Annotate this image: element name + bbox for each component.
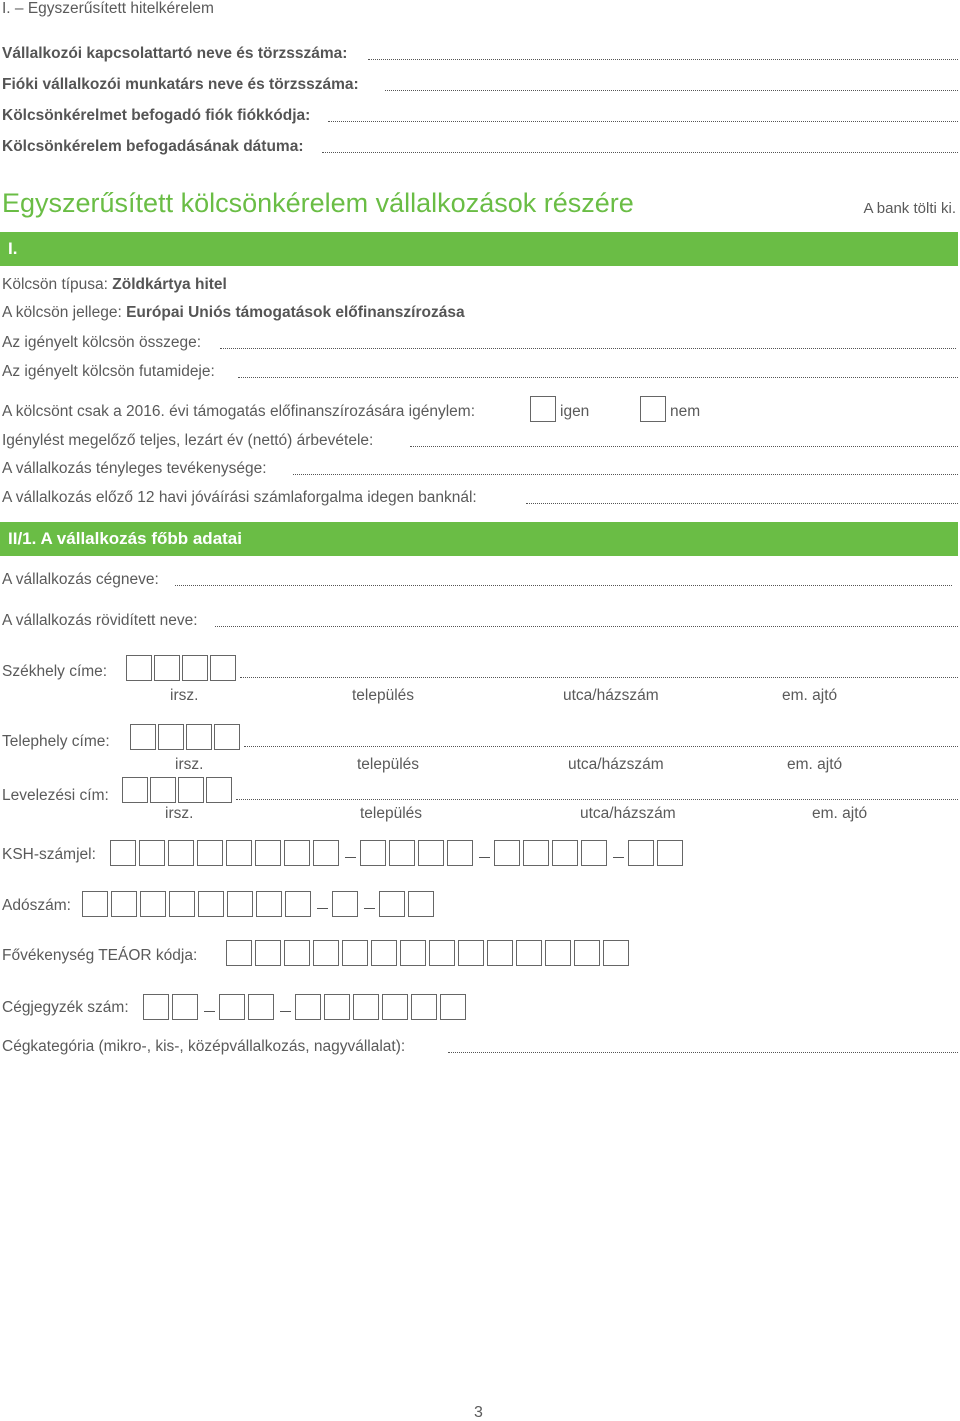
tax-separator-dash	[317, 908, 328, 909]
registry-digit-box[interactable]	[411, 994, 437, 1020]
company-name-field[interactable]	[175, 585, 952, 586]
loan-type-value: Zöldkártya hitel	[112, 276, 227, 293]
revenue-field[interactable]	[410, 446, 958, 447]
mail-label: Levelezési cím:	[2, 787, 109, 804]
section-2-band	[0, 522, 958, 556]
main-title: Egyszerűsített kölcsönkérelem vállalkozások részére	[2, 188, 634, 218]
seat-label: Székhely címe:	[2, 663, 108, 680]
site-zip-box[interactable]	[158, 724, 184, 750]
registry-digit-box[interactable]	[295, 994, 321, 1020]
ksh-digit-box[interactable]	[197, 840, 223, 866]
section-1-label: I.	[8, 239, 18, 258]
bank-note: A bank tölti ki.	[863, 200, 956, 217]
mail-floor-caption: em. ajtó	[812, 805, 868, 822]
registry-digit-box[interactable]	[382, 994, 408, 1020]
seat-address-field[interactable]	[240, 677, 958, 678]
ksh-digit-box[interactable]	[418, 840, 444, 866]
teaor-digit-box[interactable]	[342, 940, 368, 966]
ksh-digit-box[interactable]	[139, 840, 165, 866]
ksh-digit-box[interactable]	[657, 840, 683, 866]
site-label: Telephely címe:	[2, 733, 110, 750]
teaor-digit-box[interactable]	[603, 940, 629, 966]
mail-zip-box[interactable]	[122, 777, 148, 803]
registry-digit-box[interactable]	[353, 994, 379, 1020]
ksh-digit-box[interactable]	[360, 840, 386, 866]
ksh-digit-box[interactable]	[110, 840, 136, 866]
registry-separator-dash	[204, 1011, 215, 1012]
ksh-digit-box[interactable]	[313, 840, 339, 866]
registry-digit-box[interactable]	[172, 994, 198, 1020]
seat-zip-box[interactable]	[126, 655, 152, 681]
mail-address-field[interactable]	[236, 799, 958, 800]
ksh-digit-box[interactable]	[494, 840, 520, 866]
registry-digit-box[interactable]	[324, 994, 350, 1020]
ksh-digit-box[interactable]	[389, 840, 415, 866]
tax-digit-box[interactable]	[285, 891, 311, 917]
tax-digit-box[interactable]	[408, 891, 434, 917]
category-label: Cégkategória (mikro-, kis-, középvállalkozás, nagyvállalat):	[2, 1038, 406, 1055]
tax-digit-box[interactable]	[227, 891, 253, 917]
registry-digit-box[interactable]	[143, 994, 169, 1020]
branch-staff-field[interactable]	[385, 90, 958, 91]
teaor-digit-box[interactable]	[574, 940, 600, 966]
teaor-digit-box[interactable]	[458, 940, 484, 966]
seat-zip-caption: irsz.	[170, 687, 199, 704]
seat-city-caption: település	[352, 687, 415, 704]
teaor-digit-box[interactable]	[371, 940, 397, 966]
site-street-caption: utca/házszám	[568, 756, 664, 773]
form-header-title: I. – Egyszerűsített hitelkérelem	[2, 0, 214, 17]
seat-zip-box[interactable]	[182, 655, 208, 681]
ksh-digit-box[interactable]	[628, 840, 654, 866]
branch-code-label: Kölcsönkérelmet befogadó fiók fiókkódja:	[2, 107, 311, 124]
contact-person-label: Vállalkozói kapcsolattartó neve és törzsszáma:	[2, 45, 348, 62]
seat-zip-box[interactable]	[210, 655, 236, 681]
registry-digit-box[interactable]	[248, 994, 274, 1020]
site-zip-box[interactable]	[214, 724, 240, 750]
site-zip-box[interactable]	[186, 724, 212, 750]
branch-code-field[interactable]	[328, 121, 958, 122]
loan-type-row	[2, 276, 227, 294]
ksh-separator-dash	[479, 857, 490, 858]
tax-label: Adószám:	[2, 897, 71, 914]
teaor-digit-box[interactable]	[400, 940, 426, 966]
ksh-digit-box[interactable]	[447, 840, 473, 866]
mail-street-caption: utca/házszám	[580, 805, 676, 822]
loan-type-label: Kölcsön típusa:	[2, 276, 108, 293]
short-name-label: A vállalkozás rövidített neve:	[2, 612, 198, 629]
tax-digit-box[interactable]	[198, 891, 224, 917]
ksh-digit-box[interactable]	[284, 840, 310, 866]
ksh-digit-box[interactable]	[255, 840, 281, 866]
tax-digit-box[interactable]	[82, 891, 108, 917]
loan-nature-label: A kölcsön jellege:	[2, 304, 122, 321]
registry-digit-box[interactable]	[219, 994, 245, 1020]
company-name-label: A vállalkozás cégneve:	[2, 571, 159, 588]
turnover-label: A vállalkozás előző 12 havi jóváírási számlaforgalma idegen banknál:	[2, 489, 477, 506]
mail-city-caption: település	[360, 805, 423, 822]
seat-zip-box[interactable]	[154, 655, 180, 681]
mail-zip-box[interactable]	[178, 777, 204, 803]
page-number: 3	[474, 1404, 483, 1421]
ksh-digit-box[interactable]	[168, 840, 194, 866]
revenue-label: Igénylést megelőző teljes, lezárt év (nettó) árbevétele:	[2, 432, 374, 449]
activity-field[interactable]	[293, 474, 958, 475]
tax-digit-box[interactable]	[256, 891, 282, 917]
ksh-digit-box[interactable]	[581, 840, 607, 866]
site-zip-box[interactable]	[130, 724, 156, 750]
short-name-field[interactable]	[215, 626, 958, 627]
teaor-digit-box[interactable]	[545, 940, 571, 966]
tax-separator-dash	[364, 908, 375, 909]
receipt-date-label: Kölcsönkérelem befogadásának dátuma:	[2, 138, 304, 155]
teaor-digit-box[interactable]	[313, 940, 339, 966]
ksh-label: KSH-számjel:	[2, 846, 96, 863]
tax-digit-box[interactable]	[332, 891, 358, 917]
teaor-label: Fővékenység TEÁOR kódja:	[2, 947, 198, 964]
ksh-digit-box[interactable]	[226, 840, 252, 866]
teaor-digit-box[interactable]	[487, 940, 513, 966]
teaor-digit-box[interactable]	[284, 940, 310, 966]
teaor-digit-box[interactable]	[255, 940, 281, 966]
ksh-digit-box[interactable]	[552, 840, 578, 866]
mail-zip-caption: irsz.	[165, 805, 194, 822]
site-city-caption: település	[357, 756, 420, 773]
branch-staff-label: Fióki vállalkozói munkatárs neve és törzsszáma:	[2, 76, 359, 93]
receipt-date-field[interactable]	[322, 152, 958, 153]
mail-zip-box[interactable]	[150, 777, 176, 803]
ksh-separator-dash	[345, 857, 356, 858]
loan-nature-value: Európai Uniós támogatások előfinanszírozása	[126, 304, 465, 321]
section-1-band	[0, 232, 958, 266]
reg-label: Cégjegyzék szám:	[2, 999, 129, 1016]
loan-term-label: Az igényelt kölcsön futamideje:	[2, 363, 215, 380]
seat-street-caption: utca/házszám	[563, 687, 659, 704]
loan-nature-row	[2, 304, 465, 322]
prefinance-yes-label: igen	[560, 403, 590, 420]
prefinance-question: A kölcsönt csak a 2016. évi támogatás előfinanszírozására igénylem:	[2, 403, 476, 420]
tax-digit-box[interactable]	[379, 891, 405, 917]
site-address-field[interactable]	[244, 746, 958, 747]
tax-digit-box[interactable]	[169, 891, 195, 917]
turnover-field[interactable]	[526, 503, 958, 504]
teaor-digit-box[interactable]	[226, 940, 252, 966]
ksh-separator-dash	[613, 857, 624, 858]
registry-separator-dash	[280, 1011, 291, 1012]
activity-label: A vállalkozás tényleges tevékenysége:	[2, 460, 267, 477]
teaor-digit-box[interactable]	[429, 940, 455, 966]
prefinance-no-checkbox[interactable]	[640, 396, 666, 422]
teaor-digit-box[interactable]	[516, 940, 542, 966]
site-zip-caption: irsz.	[175, 756, 204, 773]
tax-digit-box[interactable]	[140, 891, 166, 917]
registry-digit-box[interactable]	[440, 994, 466, 1020]
site-floor-caption: em. ajtó	[787, 756, 843, 773]
tax-digit-box[interactable]	[111, 891, 137, 917]
prefinance-no-label: nem	[670, 403, 701, 420]
contact-person-field[interactable]	[368, 59, 958, 60]
mail-zip-box[interactable]	[206, 777, 232, 803]
ksh-digit-box[interactable]	[523, 840, 549, 866]
loan-amount-label: Az igényelt kölcsön összege:	[2, 334, 202, 351]
loan-term-field[interactable]	[238, 377, 958, 378]
category-field[interactable]	[448, 1052, 958, 1053]
prefinance-yes-checkbox[interactable]	[530, 396, 556, 422]
section-2-label: II/1. A vállalkozás főbb adatai	[8, 529, 242, 548]
loan-amount-field[interactable]	[220, 348, 956, 349]
seat-floor-caption: em. ajtó	[782, 687, 838, 704]
